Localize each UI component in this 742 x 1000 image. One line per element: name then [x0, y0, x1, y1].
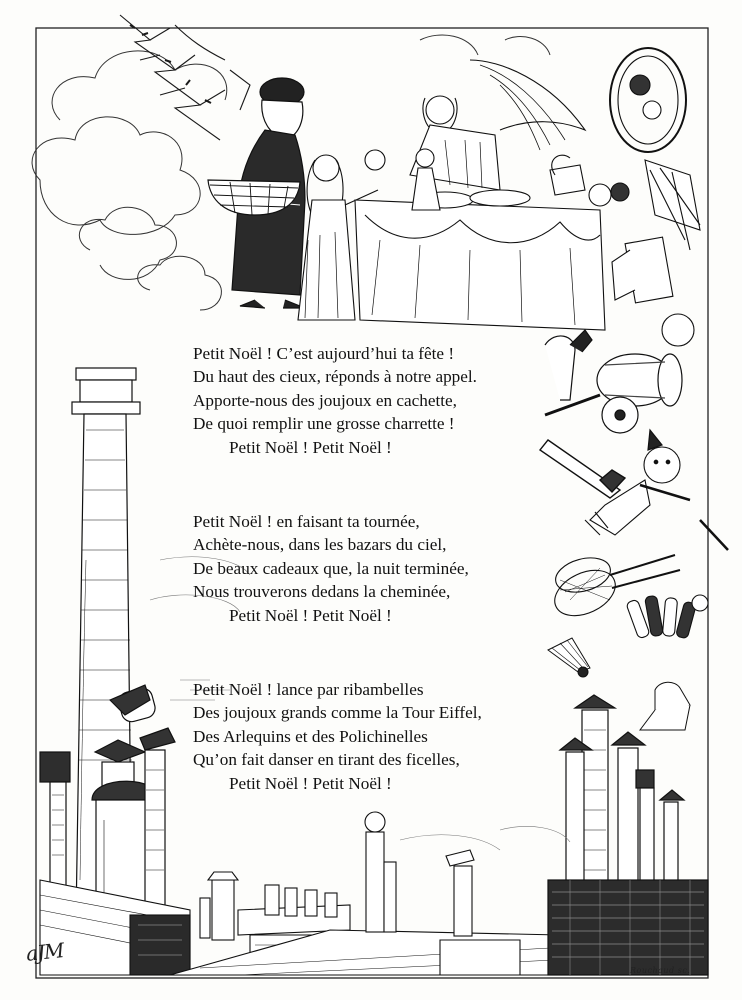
refrain-line: Petit Noël ! Petit Noël !	[229, 437, 392, 457]
stanza-2	[193, 510, 553, 627]
toy-horse-small	[640, 682, 690, 730]
toy-skittles	[626, 595, 708, 639]
refrain-line: Petit Noël ! Petit Noël !	[229, 605, 392, 625]
toy-shuttlecock	[548, 638, 590, 677]
stanza-3	[193, 678, 553, 795]
artist-signature: aJM	[24, 938, 65, 966]
verse-line: Petit Noël ! en faisant ta tournée,	[193, 512, 420, 532]
verse-line: Apporte-nous des joujoux en cachette,	[193, 390, 457, 410]
stanza-1	[193, 342, 553, 459]
verse-line: Petit Noël ! C’est aujourd’hui ta fête !	[193, 344, 455, 363]
rooftop-chimneys-right	[548, 695, 708, 975]
verse-line: Nous trouverons dedans la cheminée,	[193, 582, 451, 602]
verse-line: Des Arlequins et des Polichinelles	[193, 726, 428, 746]
father-christmas	[208, 78, 305, 308]
verse-line: Petit Noël ! lance par ribambelles	[193, 680, 424, 700]
verse-line: De beaux cadeaux que, la nuit terminée,	[193, 558, 469, 578]
poem	[193, 342, 553, 846]
verse-line: Du haut des cieux, réponds à notre appel.	[193, 367, 477, 387]
refrain-line: Petit Noël ! Petit Noël !	[229, 773, 392, 793]
verse-line: Des joujoux grands comme la Tour Eiffel,	[193, 703, 482, 723]
toy-doll	[585, 447, 728, 550]
christmas-tree	[120, 15, 250, 140]
verse-line: Qu’on fait danser en tirant des ficelles,	[193, 750, 460, 770]
engraver-signature: Rouchaud sc.	[630, 966, 691, 975]
verse-line: De quoi remplir une grosse charrette !	[193, 414, 455, 434]
toy-cannon	[545, 330, 682, 450]
verse-line: Achète-nous, dans les bazars du ciel,	[193, 535, 447, 555]
